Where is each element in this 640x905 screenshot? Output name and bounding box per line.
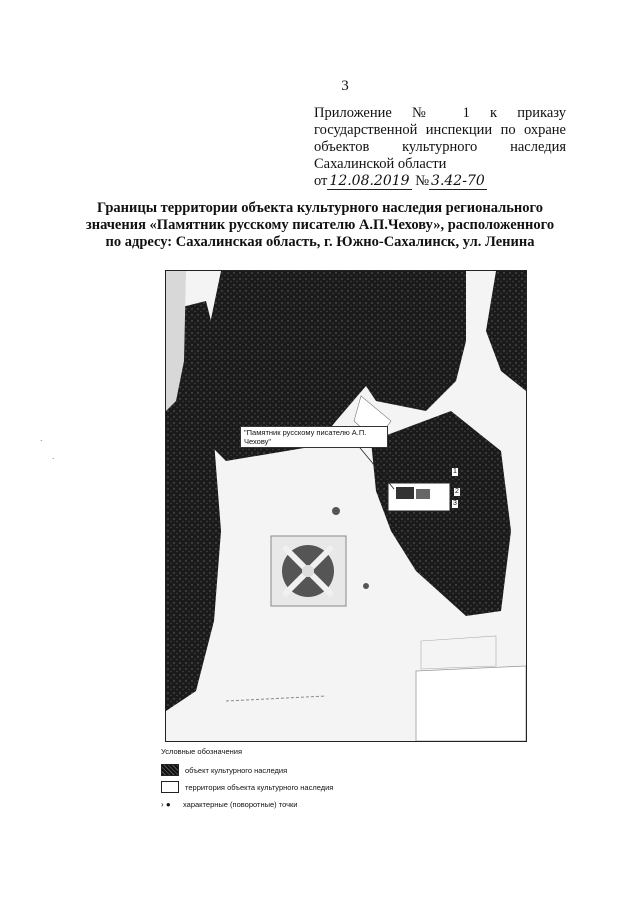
date-prefix: от [314, 173, 328, 189]
building-bottom-right [416, 666, 526, 741]
appendix-line-1 [314, 105, 566, 122]
legend-swatch-territory [161, 781, 179, 793]
point-marker-icon: › ● [161, 799, 171, 809]
appendix-word: Приложение [314, 105, 392, 121]
scan-speck: · [52, 455, 55, 463]
appendix-date-line [314, 173, 566, 190]
legend-label: объект культурного наследия [185, 765, 288, 775]
legend-item-territory [161, 780, 461, 794]
appendix-line-3 [314, 139, 566, 156]
document-title [60, 200, 580, 251]
appendix-word: к [490, 105, 498, 121]
monument-label: "Памятник русскому писателю А.П. Чехову" [240, 426, 388, 448]
appendix-word: № [412, 105, 443, 121]
legend-swatch-object [161, 764, 179, 776]
date-value: 12.08.2019 [329, 173, 410, 189]
number-value: 3.42-70 [431, 173, 485, 189]
number-prefix: № [415, 173, 430, 189]
legend-item-heritage-object [161, 763, 461, 777]
flowerbed-center [302, 565, 314, 577]
appendix-word: объектов [314, 139, 370, 155]
title-line-2: значения «Памятник русскому писателю А.П.Чехову», расположенного [85, 217, 555, 233]
monument-base [416, 489, 430, 499]
legend-label: характерные (поворотные) точки [183, 799, 298, 809]
aerial-photo [166, 271, 526, 741]
title-line-1: Границы территории объекта культурного наследия регионального [97, 200, 543, 216]
title-line-3: по адресу: Сахалинская область, г. Южно-Сахалинск, ул. Ленина [105, 234, 535, 250]
point-2-label: 2 [455, 488, 459, 495]
legend-item-points [161, 797, 461, 811]
appendix-line-4: Сахалинской области [314, 156, 447, 172]
map-legend [161, 747, 461, 814]
legend-label: территория объекта культурного наследия [185, 782, 334, 792]
shrub [363, 583, 369, 589]
appendix-word: приказу [517, 105, 566, 121]
appendix-word: 1 [462, 105, 470, 121]
appendix-word: наследия [510, 139, 566, 155]
heritage-object [396, 487, 414, 499]
page-number: 3 [341, 78, 349, 94]
point-3-label: 3 [453, 500, 457, 507]
shrub [332, 507, 340, 515]
appendix-line-2: государственной инспекции по охране [314, 122, 566, 138]
appendix-header [314, 105, 566, 190]
point-1-label: 1 [453, 468, 457, 475]
scan-speck: · [40, 437, 43, 445]
legend-title: Условные обозначения [161, 747, 243, 756]
appendix-word: культурного [402, 139, 478, 155]
aerial-map [165, 270, 527, 742]
